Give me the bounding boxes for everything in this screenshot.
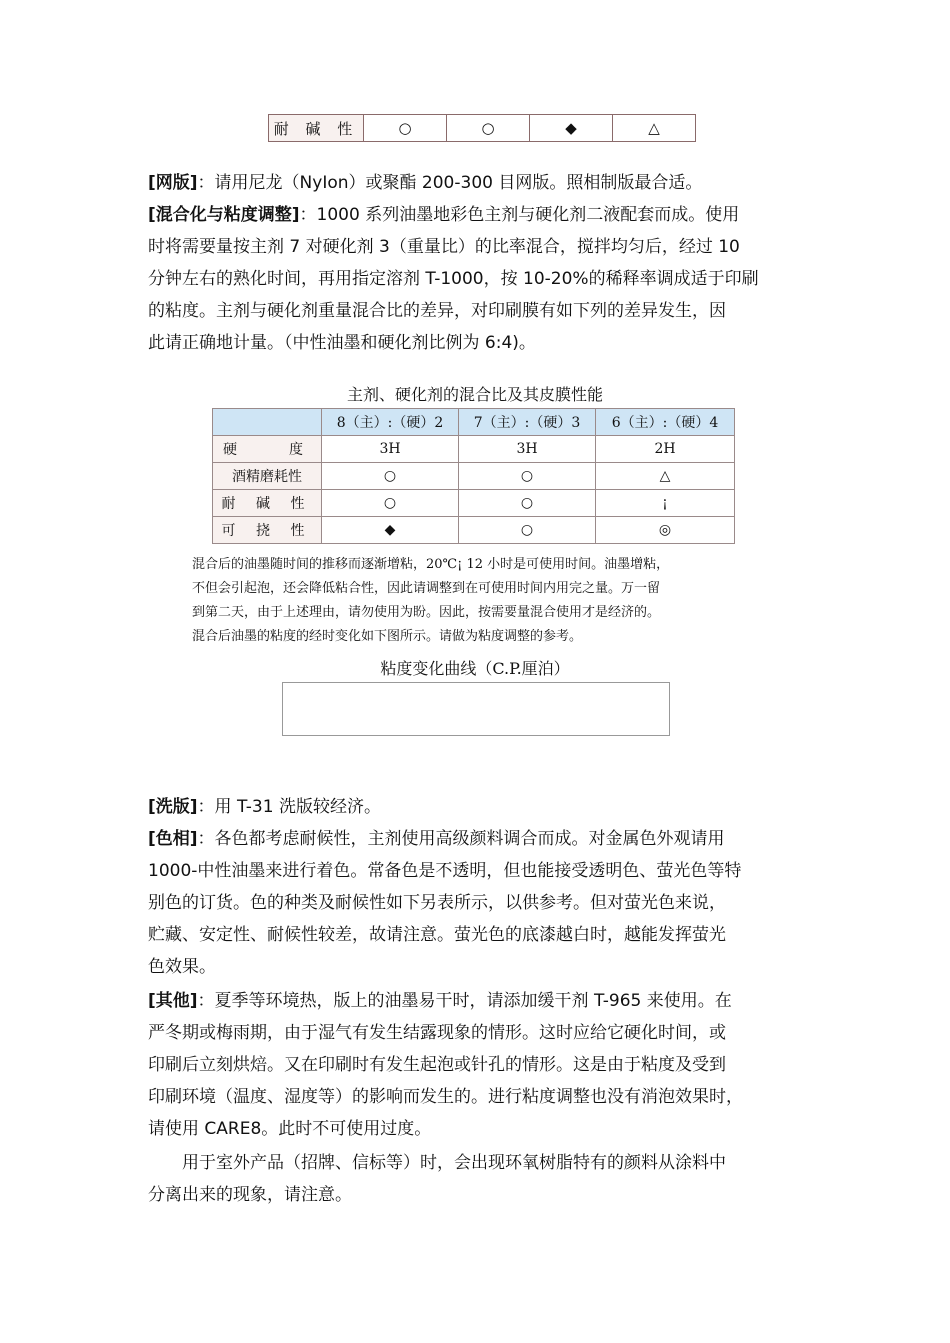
paragraph-text: ：用 T-31 洗版较经济。 (197, 797, 381, 817)
note-line: 不但会引起泡，还会降低粘合性，因此请调整到在可使用时间内用完之量。万一留 (192, 581, 661, 596)
outdoor-paragraph (148, 1147, 808, 1211)
table-header-row (213, 409, 735, 436)
paragraph-line: 印刷后立刻烘焙。又在印刷时有发生起泡或针孔的情形。这是由于粘度及受到 (148, 1055, 726, 1075)
column-header (213, 409, 322, 436)
row-label: 耐 碱 性 (269, 115, 364, 142)
mixing-paragraph (148, 199, 808, 359)
paragraph-line (148, 985, 808, 1017)
table-cell: ○ (459, 490, 596, 517)
table-row (213, 463, 735, 490)
section-heading: [洗版] (148, 797, 198, 817)
paragraph-line: 时将需要量按主剂 7 对硬化剂 3（重量比）的比率混合，搅拌均匀后，经过 10 (148, 237, 740, 257)
viscosity-curve-frame (282, 682, 670, 736)
section-heading: [混合化与粘度调整] (148, 205, 300, 225)
table-cell: ◆ (322, 517, 459, 544)
paragraph-line (148, 199, 808, 231)
note-line: 混合后的油墨随时间的推移而逐渐增粘，20℃¡ 12 小时是可使用时间。油墨增粘， (192, 557, 670, 572)
note-line: 到第二天，由于上述理由，请勿使用为盼。因此，按需要量混合使用才是经济的。 (192, 605, 661, 620)
table-cell: 2H (596, 436, 735, 463)
other-paragraph (148, 985, 808, 1145)
table-cell: ○ (322, 463, 459, 490)
mix-table-title: 主剂、硬化剂的混合比及其皮膜性能 (346, 385, 603, 404)
pot-life-note (192, 553, 792, 649)
screen-paragraph (148, 167, 808, 199)
paragraph-line: 贮藏、安定性、耐候性较差，故请注意。萤光色的底漆越白时，越能发挥萤光 (148, 925, 726, 945)
section-heading: [网版] (148, 173, 198, 193)
table-row (213, 517, 735, 544)
table-cell: ○ (322, 490, 459, 517)
paragraph-line: 的粘度。主剂与硬化剂重量混合比的差异，对印刷膜有如下列的差异发生，因 (148, 301, 726, 321)
column-header: 6（主）:（硬）4 (596, 409, 735, 436)
column-header: 7（主）:（硬）3 (459, 409, 596, 436)
mix-ratio-table (212, 408, 735, 544)
paragraph-line: 别色的订货。色的种类及耐候性如下另表所示，以供参考。但对萤光色来说， (148, 893, 726, 913)
table-cell: ◎ (596, 517, 735, 544)
resistance-table-fragment (268, 114, 696, 142)
table-cell: ○ (447, 115, 530, 142)
table-cell: ◆ (530, 115, 613, 142)
paragraph-line: 色效果。 (148, 957, 216, 977)
table-cell: △ (596, 463, 735, 490)
paragraph-line: 严冬期或梅雨期，由于湿气有发生结露现象的情形。这时应给它硬化时间，或 (148, 1023, 726, 1043)
paragraph-line: 印刷环境（温度、湿度等）的影响而发生的。进行粘度调整也没有消泡效果时， (148, 1087, 743, 1107)
paragraph-text: ：夏季等环境热，版上的油墨易干时，请添加缓干剂 T-965 来使用。在 (197, 991, 732, 1011)
table-cell: ¡ (596, 490, 735, 517)
section-heading: [色相] (148, 829, 198, 849)
paragraph-line: 分钟左右的熟化时间，再用指定溶剂 T-1000，按 10-20%的稀释率调成适于印刷 (148, 269, 759, 289)
paragraph-text: ：各色都考虑耐候性，主剂使用高级颜料调合而成。对金属色外观请用 (197, 829, 725, 849)
row-label: 硬 度 (213, 436, 322, 463)
note-line: 混合后油墨的粘度的经时变化如下图所示。请做为粘度调整的参考。 (192, 629, 583, 644)
column-header: 8（主）:（硬）2 (322, 409, 459, 436)
paragraph-line: 分离出来的现象，请注意。 (148, 1185, 352, 1205)
row-label: 酒精磨耗性 (213, 463, 322, 490)
paragraph-text: ：请用尼龙（NyIon）或聚酯 200-300 目网版。照相制版最合适。 (197, 173, 703, 193)
table-cell: 3H (459, 436, 596, 463)
paragraph-line: 此请正确地计量。（中性油墨和硬化剂比例为 6:4)。 (148, 333, 536, 353)
table-row (213, 436, 735, 463)
row-label: 耐 碱 性 (213, 490, 322, 517)
table-row (213, 490, 735, 517)
row-label: 可 挠 性 (213, 517, 322, 544)
table-cell: ○ (459, 517, 596, 544)
wash-paragraph (148, 791, 808, 823)
table-cell: 3H (322, 436, 459, 463)
paragraph-line: 1000-中性油墨来进行着色。常备色是不透明，但也能接受透明色、萤光色等特 (148, 861, 742, 881)
section-heading: [其他] (148, 991, 198, 1011)
paragraph-text: ：1000 系列油墨地彩色主剂与硬化剂二液配套而成。使用 (299, 205, 740, 225)
color-paragraph (148, 823, 808, 983)
table-row (269, 115, 696, 142)
viscosity-curve-title: 粘度变化曲线（C.P.厘泊） (380, 659, 570, 678)
table-cell: ○ (459, 463, 596, 490)
paragraph-line: 请使用 CARE8。此时不可使用过度。 (148, 1119, 432, 1139)
table-cell: △ (613, 115, 696, 142)
paragraph-line (148, 823, 808, 855)
table-cell: ○ (364, 115, 447, 142)
paragraph-line: 用于室外产品（招牌、信标等）时，会出现环氧树脂特有的颜料从涂料中 (148, 1153, 726, 1173)
